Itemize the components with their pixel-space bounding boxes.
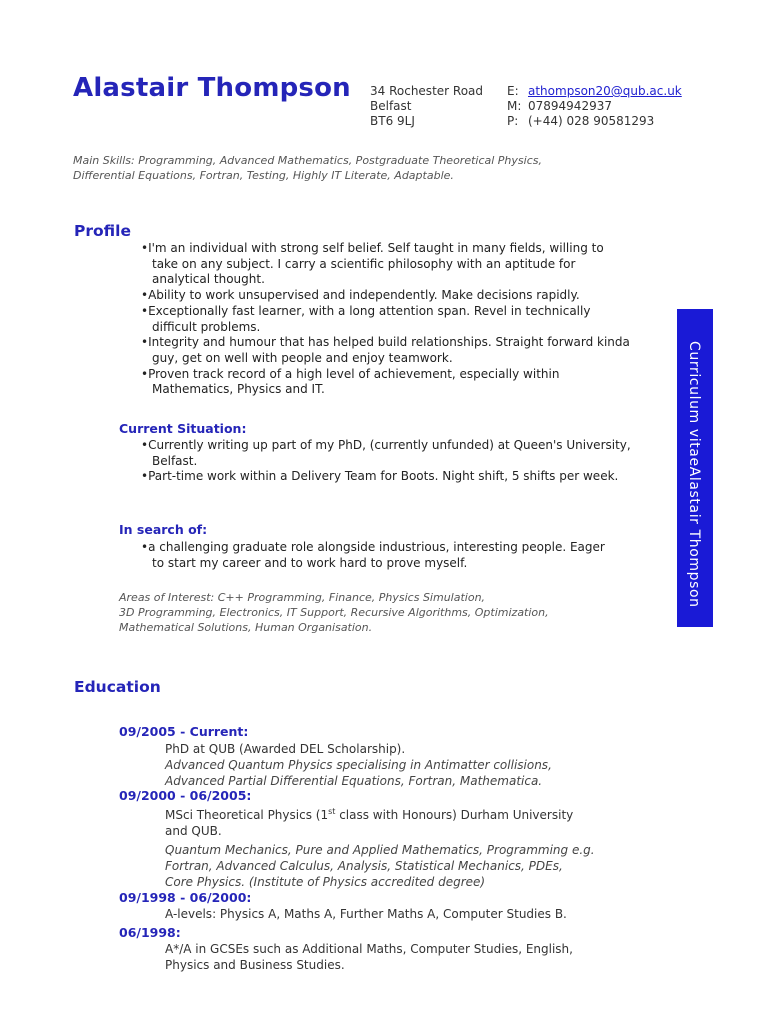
list-item: •Integrity and humour that has helped build relationships. Straight forward kinda guy, get on well with people and enjoy teamwork.	[141, 335, 630, 365]
in-search-of-list	[141, 540, 611, 571]
sidebar-text: Curriculum vitaeAlastair Thompson	[686, 341, 702, 608]
profile-heading: Profile	[74, 222, 131, 240]
education-line: PhD at QUB (Awarded DEL Scholarship).	[165, 742, 406, 756]
education-date: 06/1998:	[119, 925, 181, 940]
profile-list	[141, 241, 631, 398]
email-link[interactable]: athompson20@qub.ac.uk	[528, 84, 682, 98]
address-line: Belfast	[370, 99, 412, 113]
education-line	[165, 804, 635, 823]
mobile-row	[507, 99, 682, 114]
list-item: •Exceptionally fast learner, with a long attention span. Revel in technically difficult problems.	[141, 303, 591, 334]
ordinal-suffix: st	[328, 807, 336, 816]
mobile-label: M:	[507, 99, 522, 113]
mobile-number: 07894942937	[528, 99, 612, 113]
list-item: •Part-time work within a Delivery Team for Boots. Night shift, 5 shifts per week.	[141, 469, 619, 484]
education-line: Advanced Partial Differential Equations, Fortran, Mathematica.	[165, 774, 543, 788]
postal-address	[370, 84, 483, 129]
skills-line: Differential Equations, Fortran, Testing, Highly IT Literate, Adaptable.	[73, 168, 454, 182]
current-situation-list	[141, 438, 631, 485]
education-heading: Education	[74, 678, 161, 696]
address-line: BT6 9LJ	[370, 114, 415, 128]
education-details	[165, 804, 635, 890]
interest-line: Mathematical Solutions, Human Organisation.	[119, 621, 373, 635]
education-details	[165, 906, 635, 922]
phone-label: P:	[507, 114, 519, 128]
education-date: 09/2005 - Current:	[119, 724, 249, 739]
education-line: and QUB.	[165, 824, 222, 838]
education-line: A-levels: Physics A, Maths A, Further Maths A, Computer Studies B.	[165, 907, 567, 921]
skills-line: Main Skills: Programming, Advanced Mathematics, Postgraduate Theoretical Physics,	[73, 154, 542, 167]
interest-line: Areas of Interest: C++ Programming, Finance, Physics Simulation,	[119, 591, 486, 604]
education-date: 09/1998 - 06/2000:	[119, 890, 252, 905]
education-line: Physics and Business Studies.	[165, 958, 345, 972]
list-item: •Ability to work unsupervised and independently. Make decisions rapidly.	[141, 288, 580, 303]
list-item: •I'm an individual with strong self belief. Self taught in many fields, willing to take on any subject. I carry a scientific philosophy with an aptitude for analytical thought.	[141, 241, 604, 287]
candidate-name: Alastair Thompson	[73, 73, 351, 103]
education-line: Quantum Mechanics, Pure and Applied Mathematics, Programming e.g.	[165, 843, 595, 857]
list-item: •Currently writing up part of my PhD, (currently unfunded) at Queen's University, Belfast.	[141, 438, 631, 468]
list-item: •Proven track record of a high level of achievement, especially within Mathematics, Physics and IT.	[141, 366, 560, 397]
education-line: Core Physics. (Institute of Physics accredited degree)	[165, 875, 486, 889]
interest-line: 3D Programming, Electronics, IT Support, Recursive Algorithms, Optimization,	[119, 606, 549, 620]
phone-number: (+44) 028 90581293	[528, 114, 655, 128]
cv-sidebar-banner	[677, 309, 713, 627]
education-text: class with Honours) Durham University	[335, 808, 574, 822]
current-situation-heading: Current Situation:	[119, 421, 247, 436]
address-line: 34 Rochester Road	[370, 84, 484, 98]
email-label: E:	[507, 84, 519, 98]
education-details	[165, 941, 635, 973]
education-line: Fortran, Advanced Calculus, Analysis, Statistical Mechanics, PDEs,	[165, 859, 563, 873]
in-search-of-heading: In search of:	[119, 522, 208, 537]
education-line: Advanced Quantum Physics specialising in Antimatter collisions,	[165, 758, 552, 772]
education-details	[165, 741, 635, 789]
phone-row	[507, 114, 682, 129]
main-skills	[73, 154, 633, 183]
areas-of-interest	[119, 590, 639, 636]
education-text: MSci Theoretical Physics (1	[165, 808, 329, 822]
education-line: A*/A in GCSEs such as Additional Maths, Computer Studies, English,	[165, 942, 573, 956]
contact-details	[507, 84, 682, 129]
list-item: •a challenging graduate role alongside industrious, interesting people. Eager to start my career and to work hard to prove myself.	[141, 540, 605, 570]
education-date: 09/2000 - 06/2005:	[119, 788, 252, 803]
email-row	[507, 84, 682, 99]
